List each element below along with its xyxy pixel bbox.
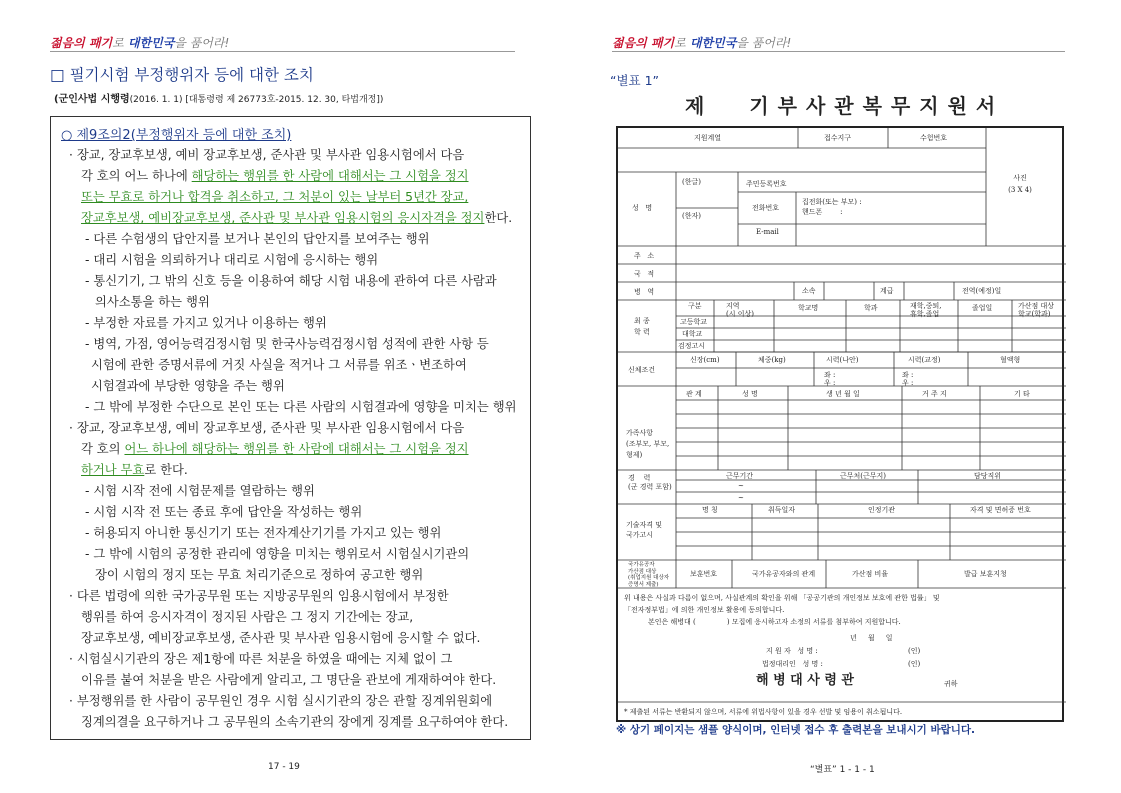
form-label-cdate: 취득일자 [768,506,796,514]
form-label-guardian: 법정대리인 성 명 : [762,660,823,668]
form-label-cert: 기술자격 및 국가고시 [626,521,663,539]
form-label-email: E-mail [756,228,779,236]
article-line: 각 호의 어느 하나에 해당하는 행위를 한 사람에 대해서는 그 시험을 정지 [81,169,469,183]
form-label-workplace: 근무처(근무지) [840,472,887,480]
section-source: (군인사법 시행령(2016. 1. 1) [대통령령 제 26773호-2015. 12. 30, 타법개정]) [54,94,384,105]
form-label-jiwon: 지원계열 [694,134,722,142]
form-label-sosok: 소속 [802,287,816,295]
form-label-photo_size: (3 X 4) [1008,186,1032,194]
article-line: - 허용되지 아니한 통신기기 또는 전자계산기기를 가지고 있는 행위 [85,526,442,540]
article-line: - 통신기기, 그 밖의 신호 등을 이용하여 해당 시험 내용에 관하여 다른 사람과 [85,274,497,288]
form-label-body: 신체조건 [628,366,656,374]
article-line: · 장교, 장교후보생, 예비 장교후보생, 준사관 및 부사관 임용시험에서 다음 [69,421,465,435]
form-label-major: 학과 [864,304,878,312]
page-number: “별표” 1 - 1 - 1 [810,765,875,775]
article-line: - 시험 시작 전에 시험문제를 열람하는 행위 [85,484,315,498]
article-line: - 그 밖에 부정한 수단으로 본인 또는 다른 사람의 시험결과에 영향을 미치는 행위 [85,400,517,414]
slogan: 젊음의 패기로 대한민국을 품어라! [50,36,230,50]
article-text [51,117,532,737]
form-label-gwiha: 귀하 [944,680,958,688]
form-label-gubun: 구분 [688,302,702,310]
appendix-label: “별표 1” [610,73,660,88]
right-page [560,0,1121,793]
form-label-bonus: 가산점 대상 학교(학과) [1018,302,1055,318]
article-line: · 장교, 장교후보생, 예비 장교후보생, 준사관 및 부사관 임용시험에서 다음 [69,148,465,162]
article-line: 행위를 하여 응시자격이 정지된 사람은 그 정지 기간에는 장교, [81,610,414,624]
form-label-left_eye: 좌 : [902,371,914,379]
form-label-hand: 핸드폰 : [802,208,843,216]
application-form [616,126,1064,722]
article-line: - 다른 수험생의 답안지를 보거나 본인의 답안지를 보여주는 행위 [85,232,430,246]
page-number: 17 - 19 [268,762,300,772]
article-line: · 부정행위를 한 사람이 공무원인 경우 시험 실시기관의 장은 관할 징계위원회에 [69,694,493,708]
form-label-right_eye: 우 : [902,379,914,387]
form-label-etc: 기 타 [1014,390,1030,398]
header-rule [50,51,515,52]
form-label-hs: 고등학교 [680,318,708,326]
form-label-photo: 사진 [1013,174,1027,182]
article-line: - 그 밖에 시험의 공정한 관리에 영향을 미치는 행위로서 시험실시기관의 [85,547,470,561]
form-label-rel: 관 계 [686,390,702,398]
article-line: 장교후보생, 예비장교후보생, 준사관 및 부사관 임용시험에 응시할 수 없다. [81,631,481,645]
article-line: 하거나 무효로 한다. [81,463,188,477]
article-line: 시험에 관한 증명서류에 거짓 사실을 적거나 그 서류를 위조ㆍ변조하여 [91,358,467,372]
form-label-family: 가족사항 (조부모, 부모, 형제) [626,429,670,459]
form-label-corg: 인정기관 [868,506,896,514]
form-label-rank: 계급 [880,287,894,295]
form-label-mno: 보훈번호 [690,570,718,578]
form-label-consent1: 위 내용은 사실과 다름이 없으며, 사실관계의 확인을 위해 「공공기관의 개인정보 보호에 관한 법률」 및 [624,594,940,602]
article-line: - 시험 시작 전 또는 종료 후에 답안을 작성하는 행위 [85,505,363,519]
article-line: - 병역, 가점, 영어능력검정시험 및 한국사능력검정시험 성적에 관한 사항 등 [85,337,489,351]
form-label-hanja: (한자) [682,212,701,220]
form-label-sight_c: 시력(교정) [908,356,941,364]
left-page [0,0,560,793]
form-label-seal: (인) [908,647,921,655]
article-heading: ○ 제9조의2(부정행위자 등에 대한 조치) [61,128,292,143]
form-label-col: 대학교 [682,330,703,338]
form-label-discharge: 전역(예정)일 [962,287,1002,295]
article-line: 장이 시험의 정지 또는 무효 처리기준으로 정하여 공고한 행위 [95,568,424,582]
sample-notice: ※ 상기 페이지는 샘플 양식이며, 인터넷 접수 후 출력본을 보내시기 바랍니다. [616,724,976,736]
article-line: 이유를 붙여 처분을 받은 사람에게 알리고, 그 명단을 관보에 게재하여야 한다. [81,673,497,687]
form-label-home: 집전화(또는 부모) : [802,198,862,206]
article-line: · 시험실시기관의 장은 제1항에 따른 처분을 하였을 때에는 지체 없이 그 [69,652,453,666]
form-label-nat: 국 적 [634,270,655,278]
form-label-mil: 병 역 [634,288,655,296]
form-label-applicant: 지 원 자 성 명 : [766,647,818,655]
form-label-tilde: ~ [738,482,744,490]
form-label-mrate: 가산점 비율 [852,570,889,578]
form-label-career: 경 력 (군 경력 포함) [628,474,672,491]
article-box [50,116,531,740]
article-line: 각 호의 어느 하나에 해당하는 행위를 한 사람에 대해서는 그 시험을 정지 [81,442,469,456]
article-line: 또는 무효로 하거나 합격을 취소하고, 그 처분이 있는 날부터 5년간 장교, [81,190,469,204]
form-label-period: 근무기간 [726,472,754,480]
form-label-mrel: 국가유공자와의 관계 [752,570,816,578]
form-label-addr: 주 소 [634,252,655,260]
form-label-birth: 생 년 월 일 [826,390,860,398]
form-label-grad: 졸업일 [972,304,993,312]
form-label-duty: 담당직위 [974,472,1002,480]
article-line: · 다른 법령에 의한 국가공무원 또는 지방공무원의 임용시험에서 부정한 [69,589,449,603]
form-label-jeopsu: 접수지구 [824,134,852,142]
form-label-school: 학교명 [798,304,819,312]
form-label-consent3: 본인은 해병대 ( ) 모집에 응시하고자 소정의 서류를 첨부하여 지원합니다. [648,618,901,626]
form-label-edu: 최 종 학 력 [634,317,650,336]
form-label-left_eye: 좌 : [824,371,836,379]
article-line: 장교후보생, 예비장교후보생, 준사관 및 부사관 임용시험의 응시자격을 정지한다. [81,211,513,225]
form-label-tilde: ~ [738,494,744,502]
form-label-commander: 해 병 대 사 령 관 [756,673,854,688]
form-label-cno: 자격 및 면허증 번호 [970,506,1031,514]
slogan: 젊음의 패기로 대한민국을 품어라! [612,36,792,50]
article-line: 징계의결을 요구하거나 그 공무원의 소속기관의 장에게 징계를 요구하여야 한다. [81,715,509,729]
form-label-morg: 발급 보훈지청 [964,570,1007,578]
form-label-live: 거 주 지 [922,390,947,398]
form-label-merit: 국가유공자 가산점 대상 (취업지원 대상자 증명서 제출) [628,562,670,588]
section-title: □ 필기시험 부정행위자 등에 대한 조치 [50,66,314,84]
article-line: - 부정한 자료를 가지고 있거나 이용하는 행위 [85,316,327,330]
form-label-fname: 성 명 [742,390,758,398]
form-label-phone: 전화번호 [752,204,780,212]
form-label-consent2: 「전자정부법」에 의한 개인정보 활용에 동의합니다. [624,606,785,614]
form-label-weight: 체중(kg) [758,356,786,364]
header-rule [612,51,1065,52]
form-label-suheom: 수험번호 [920,134,948,142]
form-label-hangul: (한글) [682,178,701,186]
form-label-region: 지역 (시 이상) [726,302,754,318]
form-label-right_eye: 우 : [824,379,836,387]
form-title: 제 기부사관복무지원서 [685,94,1005,118]
form-label-blood: 혈액형 [1000,356,1021,364]
form-label-jumin: 주민등록번호 [746,180,787,188]
form-label-cname: 명 칭 [702,506,718,514]
article-line: - 대리 시험을 의뢰하거나 대리로 시험에 응시하는 행위 [85,253,379,267]
form-label-height: 신장(cm) [690,356,720,364]
form-label-sight_n: 시력(나안) [826,356,859,364]
article-line: 시험결과에 부당한 영향을 주는 행위 [91,379,285,393]
article-line: 의사소통을 하는 행위 [95,295,210,309]
form-label-footnote: * 제출된 서류는 반환되지 않으며, 서류에 위법사항이 있을 경우 선발 및 임용이 취소됩니다. [624,708,903,716]
form-label-status: 재학,중퇴, 휴학,졸업 [910,302,942,318]
form-label-date: 년 월 일 [850,634,893,642]
form-label-seal: (인) [908,660,921,668]
form-label-name: 성 명 [632,204,653,212]
form-label-geomjeong: 검정고시 [678,342,706,350]
